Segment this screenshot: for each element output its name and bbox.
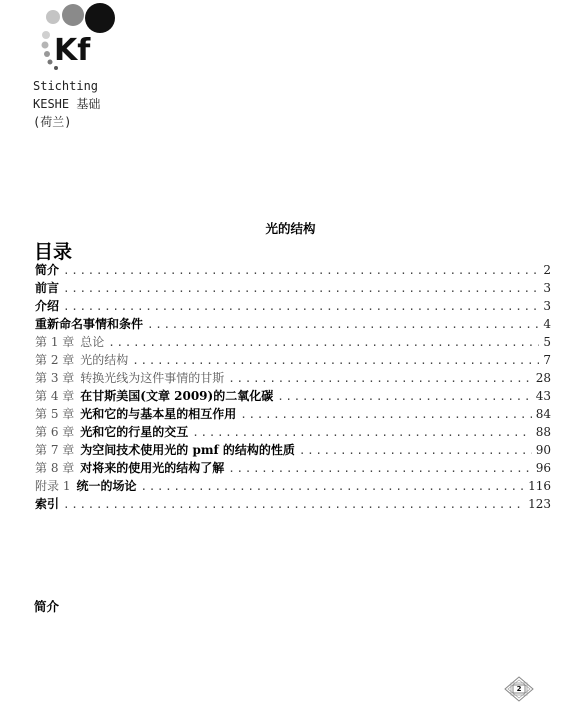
organization-name [33, 77, 100, 131]
page-number: 2 [516, 685, 522, 693]
toc-page-number: 88 [535, 425, 551, 439]
toc-page-number: 123 [528, 497, 551, 511]
toc-entry-label [35, 369, 224, 386]
toc-dot-leader [147, 318, 539, 331]
toc-dot-leader [228, 372, 531, 385]
toc-entry[interactable] [35, 351, 551, 369]
toc-page-number: 90 [535, 443, 551, 457]
toc-page-number: 7 [543, 353, 551, 367]
svg-text:Kf: Kf [54, 33, 91, 68]
toc-entry-label [35, 351, 128, 368]
toc-entry-label [35, 441, 295, 458]
toc-entry-label [35, 477, 136, 494]
toc-entry-title: 光和它的行星的交互 [80, 425, 189, 439]
toc-chapter-number: 第 5 章 [35, 407, 75, 421]
toc-chapter-number: 第 1 章 [35, 335, 75, 349]
toc-page-number: 28 [535, 371, 551, 385]
toc-entry[interactable] [35, 297, 551, 315]
toc-entry[interactable] [35, 369, 551, 387]
toc-entry-label [35, 387, 273, 404]
toc-dot-leader [108, 336, 539, 349]
toc-entry-label [35, 405, 236, 422]
toc-dot-leader [192, 426, 531, 439]
toc-page-number: 5 [543, 335, 551, 349]
toc-entry-title: 对将来的使用光的结构了解 [80, 461, 225, 475]
toc-entry[interactable] [35, 477, 551, 495]
toc-page-number: 3 [543, 299, 551, 313]
toc-dot-leader [63, 264, 539, 277]
toc-heading: 目录 [34, 241, 73, 263]
toc-entry-label [35, 279, 59, 296]
toc-chapter-number: 第 6 章 [35, 425, 75, 439]
section-heading: 简介 [34, 599, 60, 614]
toc-chapter-number: 第 7 章 [35, 443, 75, 457]
table-of-contents [35, 261, 551, 513]
toc-page-number: 116 [528, 479, 551, 493]
toc-entry-title: 介绍 [35, 299, 60, 313]
toc-entry[interactable] [35, 405, 551, 423]
toc-dot-leader [132, 354, 539, 367]
toc-entry-title: 转换光线为这件事情的甘斯 [80, 371, 225, 385]
toc-dot-leader [228, 462, 531, 475]
document-title: 光的结构 [265, 221, 316, 236]
toc-chapter-number: 第 4 章 [35, 389, 75, 403]
toc-entry-label [35, 333, 104, 350]
keshe-foundation-logo [36, 2, 120, 72]
toc-entry-title: 索引 [35, 497, 60, 511]
page-number-badge [503, 676, 535, 702]
toc-chapter-number: 第 3 章 [35, 371, 75, 385]
toc-entry-title: 为空间技术使用光的 pmf 的结构的性质 [80, 443, 295, 457]
toc-chapter-number: 附录 1 [35, 479, 71, 493]
org-line-1: Stichting [33, 79, 99, 93]
toc-dot-leader [140, 480, 524, 493]
toc-dot-leader [63, 282, 539, 295]
toc-dot-leader [63, 300, 539, 313]
toc-page-number: 96 [535, 461, 551, 475]
toc-dot-leader [63, 498, 524, 511]
org-line-3: (荷兰) [33, 115, 72, 129]
toc-entry-label [35, 315, 143, 332]
toc-page-number: 43 [535, 389, 551, 403]
toc-entry-title: 统一的场论 [76, 479, 137, 493]
toc-entry[interactable] [35, 333, 551, 351]
toc-chapter-number: 第 8 章 [35, 461, 75, 475]
toc-entry[interactable] [35, 315, 551, 333]
toc-entry[interactable] [35, 495, 551, 513]
toc-entry-title: 在甘斯美国(文章 2009)的二氧化碳 [80, 389, 274, 403]
toc-entry-label [35, 495, 59, 512]
toc-entry[interactable] [35, 441, 551, 459]
toc-entry-title: 光的结构 [80, 353, 129, 367]
toc-entry-title: 重新命名事情和条件 [35, 317, 144, 331]
toc-entry-label [35, 297, 59, 314]
toc-page-number: 4 [543, 317, 551, 331]
toc-chapter-number: 第 2 章 [35, 353, 75, 367]
toc-entry-label [35, 261, 59, 278]
toc-entry-label [35, 423, 188, 440]
toc-entry[interactable] [35, 459, 551, 477]
toc-entry-title: 光和它的与基本星的相互作用 [80, 407, 237, 421]
toc-dot-leader [277, 390, 532, 403]
toc-entry[interactable] [35, 279, 551, 297]
toc-dot-leader [299, 444, 532, 457]
toc-entry[interactable] [35, 423, 551, 441]
toc-entry-title: 前言 [35, 281, 60, 295]
toc-page-number: 2 [543, 263, 551, 277]
toc-entry[interactable] [35, 387, 551, 405]
toc-entry-title: 总论 [80, 335, 105, 349]
org-line-2: KESHE 基础 [33, 97, 101, 111]
toc-entry-label [35, 459, 224, 476]
toc-entry[interactable] [35, 261, 551, 279]
toc-page-number: 3 [543, 281, 551, 295]
toc-entry-title: 简介 [35, 263, 60, 277]
toc-page-number: 84 [535, 407, 551, 421]
toc-dot-leader [240, 408, 531, 421]
